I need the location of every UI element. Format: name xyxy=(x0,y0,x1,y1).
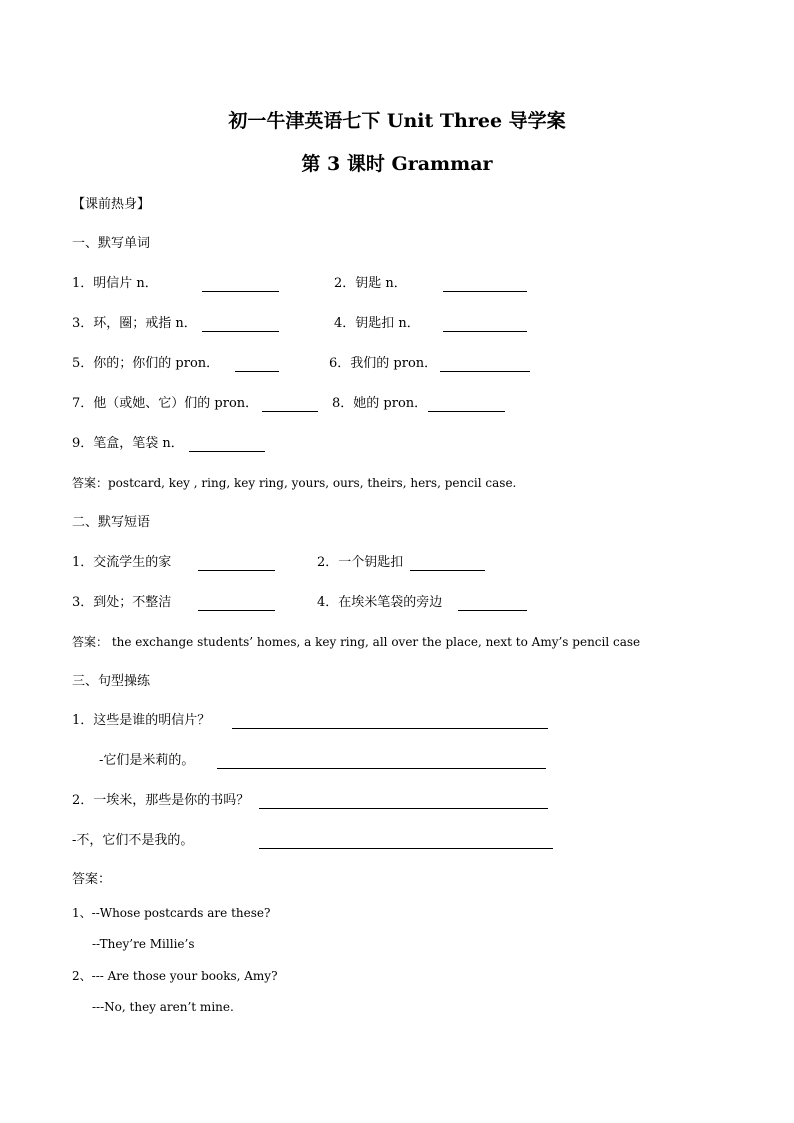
warmup-header: 【课前热身】 xyxy=(72,197,151,212)
phrase-item: 4．在埃米笔袋的旁边 xyxy=(317,595,443,610)
blank-line[interactable] xyxy=(217,768,546,769)
answer-line: --They’re Millie’s xyxy=(92,937,195,951)
sentence-item: 1．这些是谁的明信片？ xyxy=(72,713,211,728)
phrase-item: 3．到处；不整洁 xyxy=(72,595,172,610)
phrase-item: 1．交流学生的家 xyxy=(72,555,172,570)
blank-line[interactable] xyxy=(443,291,527,292)
word-item: 4．钥匙扣 n． xyxy=(334,316,420,331)
page-title: 初一牛津英语七下 Unit Three 导学案 xyxy=(228,110,566,132)
blank-line[interactable] xyxy=(428,411,505,412)
sentence-item: 2．一埃米，那些是你的书吗？ xyxy=(72,793,250,808)
sentence-item: -它们是米莉的。 xyxy=(99,753,195,768)
blank-line[interactable] xyxy=(262,411,318,412)
blank-line[interactable] xyxy=(443,331,527,332)
word-item: 2．钥匙 n． xyxy=(334,276,407,291)
word-item: 9．笔盒，笔袋 n． xyxy=(72,436,184,451)
blank-line[interactable] xyxy=(259,808,548,809)
word-item: 3．环，圈；戒指 n． xyxy=(72,316,197,331)
section3-answer-label: 答案： xyxy=(72,872,112,887)
blank-line[interactable] xyxy=(189,451,265,452)
word-item: 7．他（或她、它）们的 pron． xyxy=(72,396,259,411)
answer-line: 1、--Whose postcards are these? xyxy=(72,906,271,920)
blank-line[interactable] xyxy=(458,610,527,611)
blank-line[interactable] xyxy=(198,570,275,571)
blank-line[interactable] xyxy=(202,331,279,332)
section2-heading: 二、默写短语 xyxy=(72,515,151,530)
blank-line[interactable] xyxy=(259,848,553,849)
word-item: 8．她的 pron． xyxy=(332,396,428,411)
answer-line: ---No, they aren’t mine. xyxy=(92,1000,234,1014)
phrase-item: 2．一个钥匙扣 xyxy=(317,555,404,570)
section1-answer: 答案：postcard, key , ring, key ring, yours, ours, theirs, hers, pencil case. xyxy=(72,476,517,490)
blank-line[interactable] xyxy=(235,371,279,372)
word-item: 6．我们的 pron． xyxy=(329,356,438,371)
word-item: 5．你的；你们的 pron． xyxy=(72,356,220,371)
blank-line[interactable] xyxy=(198,610,275,611)
blank-line[interactable] xyxy=(202,291,279,292)
blank-line[interactable] xyxy=(440,371,530,372)
blank-line[interactable] xyxy=(410,570,485,571)
section2-answer: 答案： the exchange students’ homes, a key ring, all over the place, next to Amy’s pencil case xyxy=(72,635,641,649)
answer-line: 2、--- Are those your books, Amy? xyxy=(72,969,278,983)
page-subtitle: 第 3 课时 Grammar xyxy=(301,153,493,175)
section1-heading: 一、默写单词 xyxy=(72,236,151,251)
sentence-item: -不，它们不是我的。 xyxy=(72,833,194,848)
section3-heading: 三、句型操练 xyxy=(72,674,151,689)
word-item: 1．明信片 n． xyxy=(72,276,158,291)
blank-line[interactable] xyxy=(232,728,548,729)
